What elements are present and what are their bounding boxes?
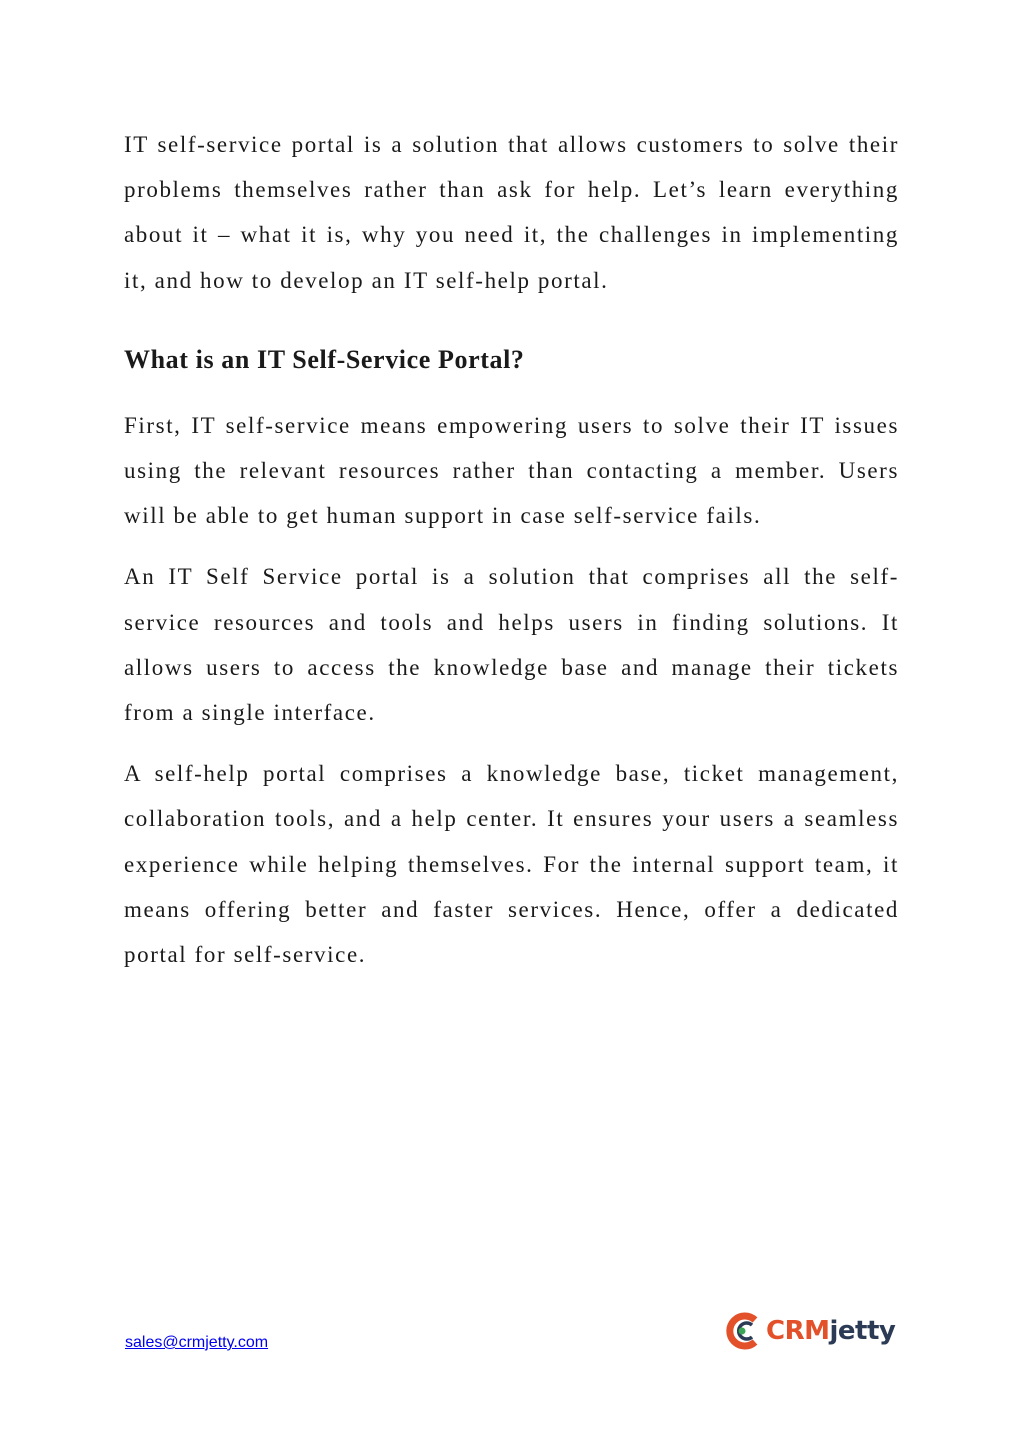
intro-paragraph: IT self-service portal is a solution that allows customers to solve their problems themselves rather than ask for help. Let’s learn everything about it – what it is, why you need it, the challenges in implementing it, and how to develop an IT self-help portal. (124, 132, 899, 293)
sales-email-link[interactable]: sales@crmjetty.com (125, 1334, 269, 1351)
document-body (124, 122, 899, 977)
logo-text-jetty: jetty (829, 1316, 896, 1346)
body-paragraph-2: An IT Self Service portal is a solution that comprises all the self-service resources and tools and helps users in finding solutions. It allows users to access the knowledge base and manage their tickets from a single interface. (124, 564, 899, 726)
crmjetty-c-logo-icon (722, 1311, 762, 1351)
crmjetty-logo (722, 1307, 895, 1355)
body-paragraph-3: A self-help portal comprises a knowledge base, ticket management, collaboration tools, and a help center. It ensures your users a seamless experience while helping themselves. For the internal support team, it means offering better and faster services. Hence, offer a dedicated portal for self-service. (124, 761, 899, 968)
logo-text-crm: CRM (766, 1316, 830, 1346)
logo-wordmark (766, 1316, 895, 1346)
body-paragraph-1: First, IT self-service means empowering users to solve their IT issues using the relevant resources rather than contacting a member. Users will be able to get human support in case self-service fails. (124, 412, 899, 529)
section-heading: What is an IT Self-Service Portal? (124, 344, 525, 374)
